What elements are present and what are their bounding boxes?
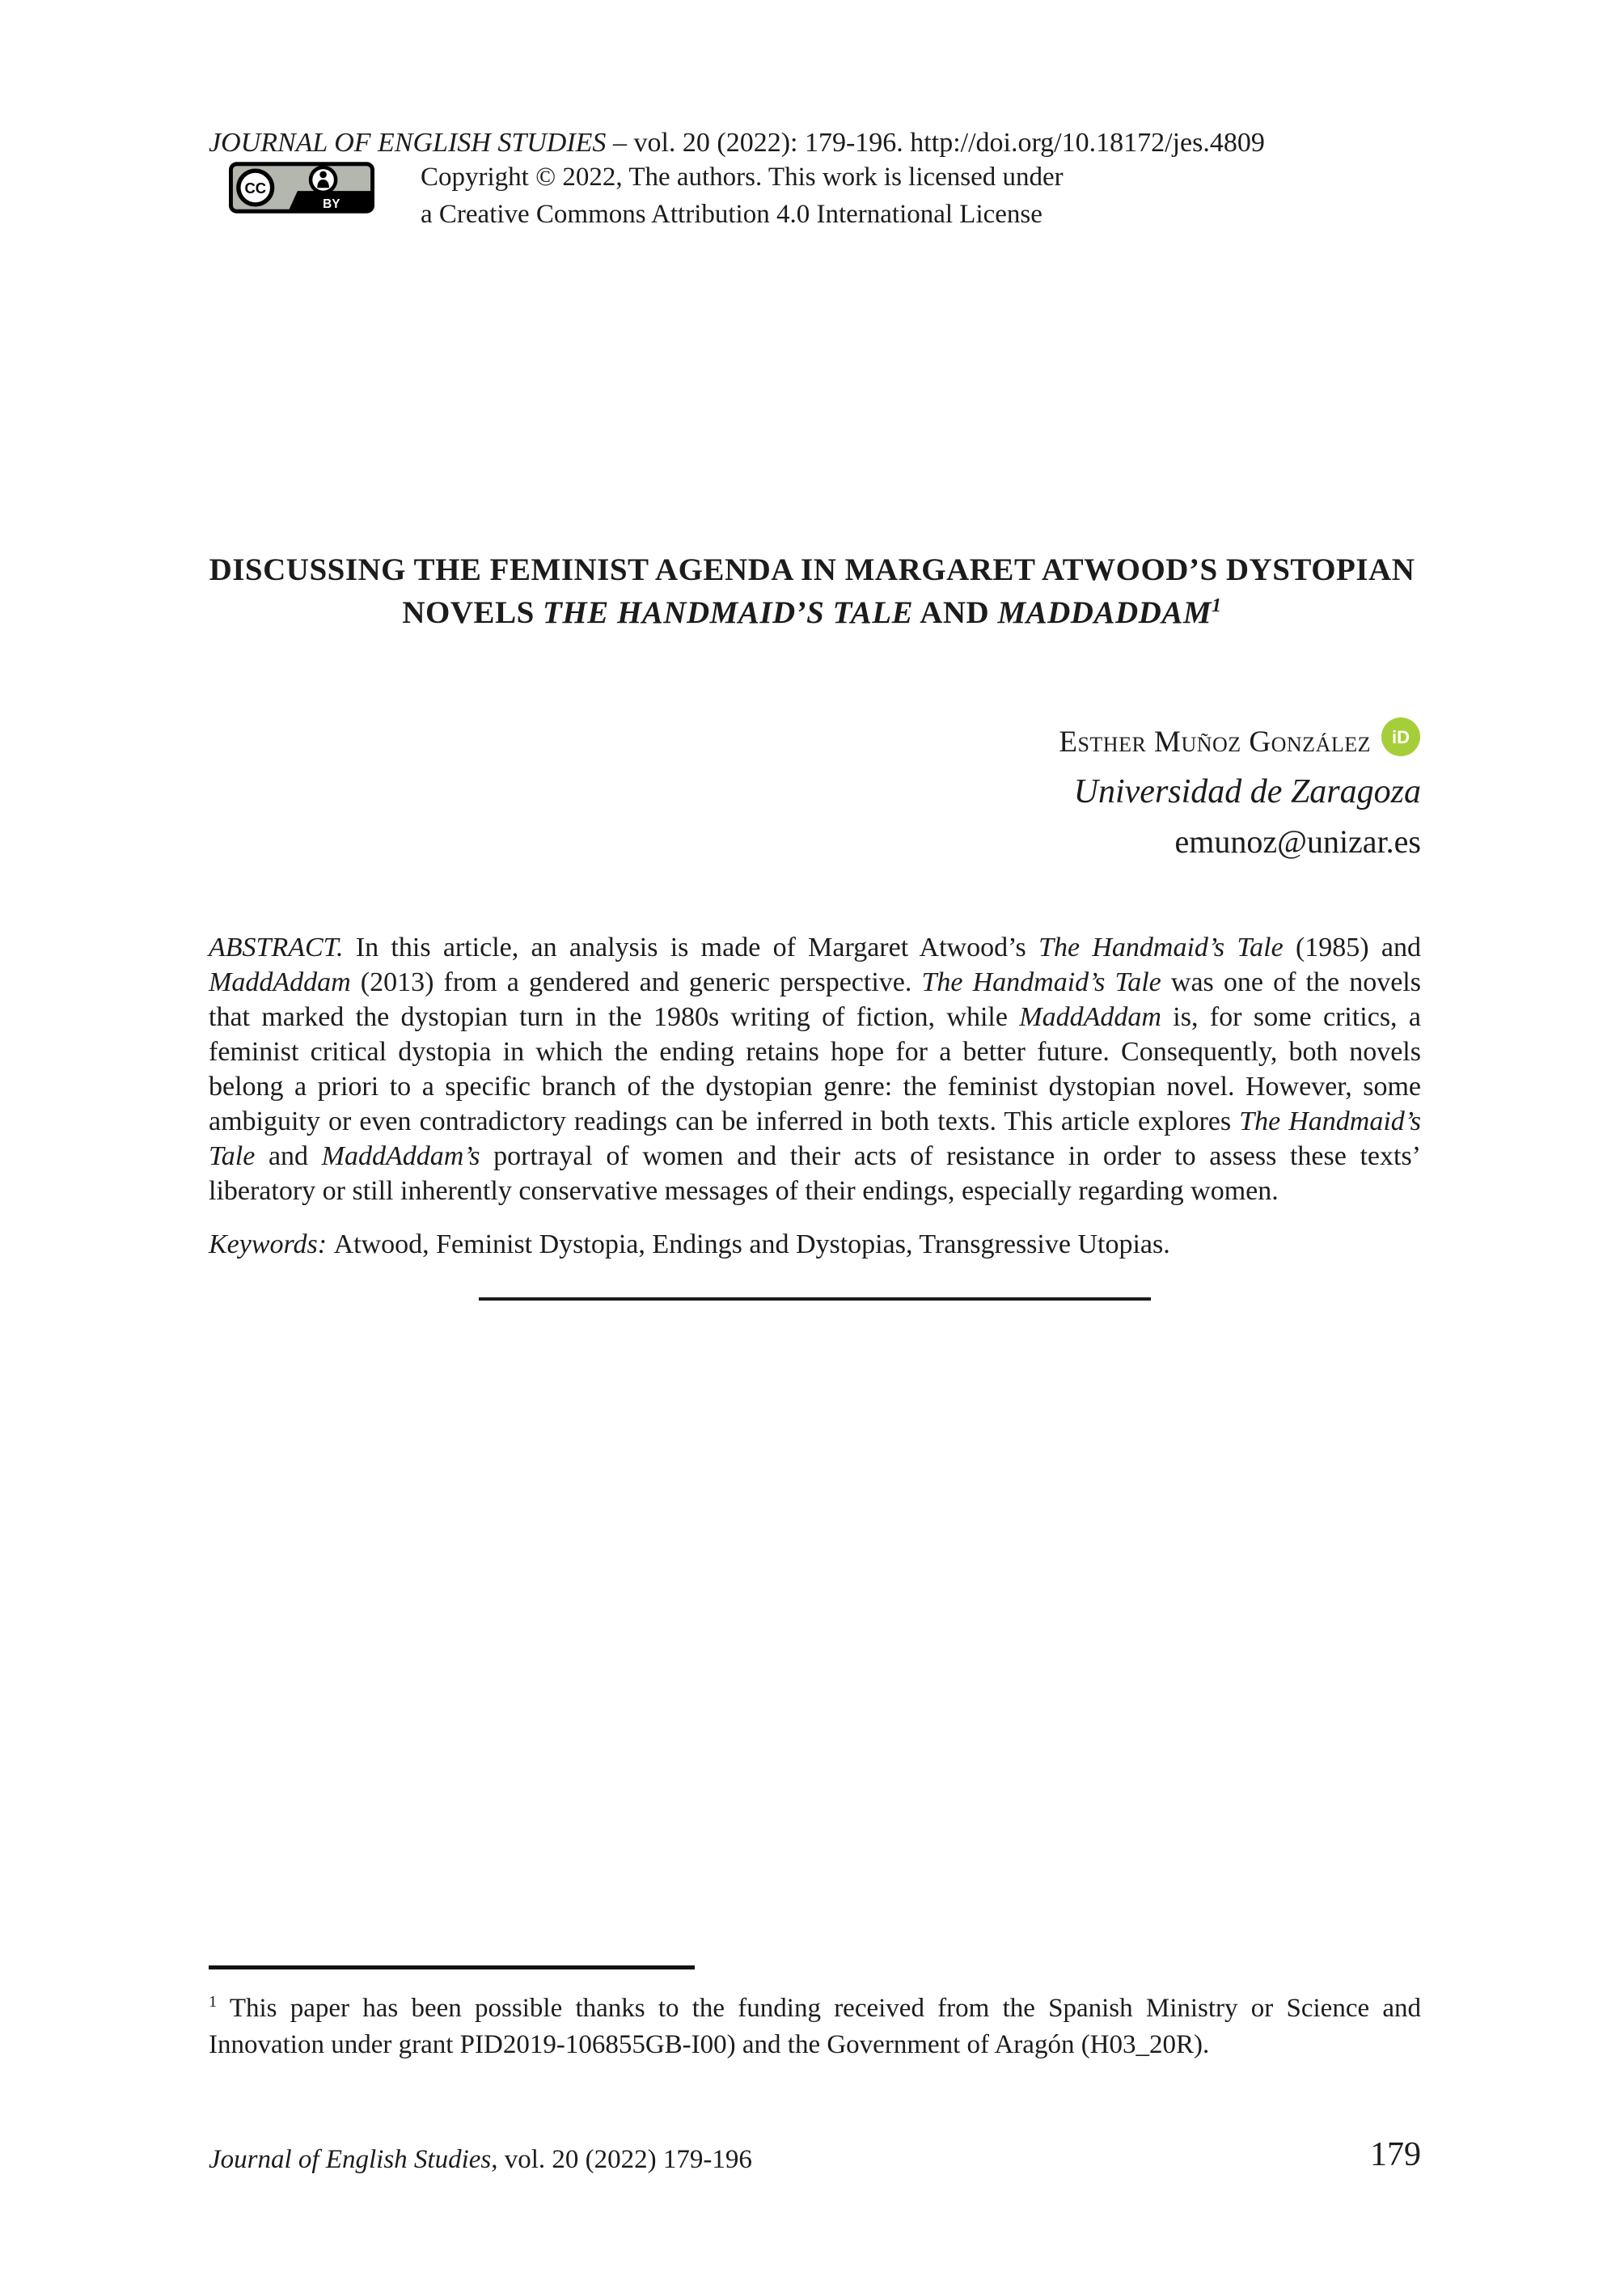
orcid-icon-label: iD bbox=[1392, 727, 1410, 747]
journal-header-line: JOURNAL OF ENGLISH STUDIES – vol. 20 (2022): 179-196. http://doi.org/10.18172/jes.4809 bbox=[209, 128, 1265, 158]
abstract-paragraph: ABSTRACT. In this article, an analysis is made of Margaret Atwood’s The Handmaid’s Tale (1985) and MaddAddam (2013) from a gendered and generic perspective. The Handmaid’s Tale was one of the novels that marked the dystopian turn in the 1980s writing of fiction, while MaddAddam is, for some critics, a feminist critical dystopia in which the ending retains hope for a better future. Consequently, both novels belong a priori to a specific branch of the dystopian genre: the feminist dystopian novel. However, some ambiguity or even contradictory readings can be inferred in both texts. This article explores The Handmaid’s Tale and MaddAddam’s portrayal of women and their acts of resistance in order to assess these texts’ liberatory or still inherently conservative messages of their endings, especially regarding women. bbox=[209, 933, 1421, 1206]
article-title bbox=[205, 548, 1419, 634]
section-separator-rule bbox=[479, 1297, 1151, 1301]
article-title-line-2: NOVELS THE HANDMAID’S TALE AND MADDADDAM$^1$ bbox=[402, 594, 1222, 630]
by-label: BY bbox=[323, 197, 340, 212]
author-email: emunoz@unizar.es bbox=[1174, 823, 1421, 860]
footnote-separator-rule bbox=[209, 1965, 695, 1969]
keywords-line: Keywords: Atwood, Feminist Dystopia, Endings and Dystopias, Transgressive Utopias. bbox=[209, 1229, 1170, 1259]
orcid-icon bbox=[1381, 717, 1421, 757]
article-title-line-1: DISCUSSING THE FEMINIST AGENDA IN MARGARET ATWOOD’S DYSTOPIAN bbox=[209, 552, 1415, 587]
page-number: 179 bbox=[1370, 2136, 1421, 2173]
author-affiliation: Universidad de Zaragoza bbox=[1073, 773, 1421, 810]
person-icon-head bbox=[319, 171, 327, 179]
footer-journal-info: Journal of English Studies, vol. 20 (2022) 179-196 bbox=[209, 2145, 752, 2174]
copyright-notice bbox=[421, 159, 1064, 233]
cc-by-badge-graphic bbox=[229, 162, 374, 214]
footnote-section bbox=[209, 1965, 1421, 2063]
footnote-text: $^1$ This paper has been possible thanks to the funding received from the Spanish Ministry or Science and Innovation under grant PID2019-106855GB-I00) and the Government of Aragón (H03_20R). bbox=[209, 1993, 1421, 2059]
copyright-line-2: a Creative Commons Attribution 4.0 International License bbox=[421, 200, 1042, 229]
cc-logo-label: CC bbox=[244, 180, 267, 197]
author-line bbox=[1059, 717, 1421, 759]
abstract-section bbox=[209, 930, 1421, 1301]
cc-by-license-badge bbox=[229, 162, 374, 214]
author-block bbox=[1059, 717, 1421, 861]
copyright-line-1: Copyright © 2022, The authors. This work is licensed under bbox=[421, 163, 1064, 192]
author-name: Esther Muñoz González bbox=[1059, 726, 1371, 759]
